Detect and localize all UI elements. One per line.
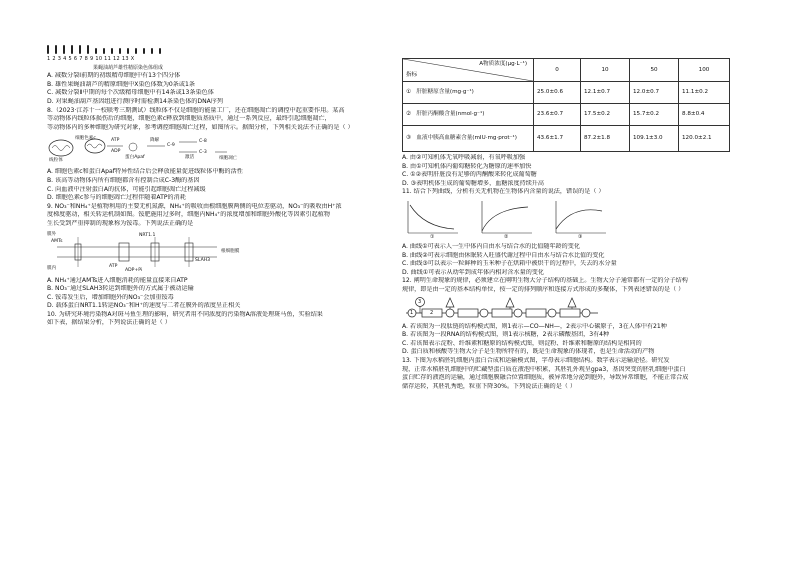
option-b: B. NO₃⁻通过SLAH3转运到细胞外的方式属于被动运输	[47, 285, 194, 293]
row-label: 血液中胰高血糖素含量(mIU·mg·prot⁻¹)	[416, 135, 517, 141]
table-header-cell: 0	[534, 59, 581, 82]
question-9-line: 度梯度驱动，相关转运机制如图。铵肥施用过多时，细胞内NH₄⁺的浓度增加和细胞外酸化等因素引起植物	[47, 211, 330, 219]
corner-bottom-label: 指标	[406, 72, 418, 78]
table-cell: 25.0±0.6	[534, 82, 581, 104]
cristae-shape	[52, 146, 70, 151]
triangle-shape	[446, 298, 454, 307]
transport-figure	[47, 231, 267, 275]
question-12-options	[402, 323, 750, 357]
option-d: D. 细胞色素c参与的细胞凋亡过程伴随着ATP的消耗	[47, 194, 186, 202]
option-a: A. 细胞色素c和蛋白Apaf特异性结合后会释放能量促进线粒体中酶的活性	[47, 168, 243, 176]
table-cell: 109.1±3.0	[630, 126, 679, 152]
chromosome	[159, 48, 161, 54]
question-13-line: 储存运转，其胚乳秀绝，粒重下降30%。下列说法正确的是（ ）	[402, 382, 576, 390]
cristae-shape	[87, 144, 102, 148]
triangle-shape	[506, 298, 514, 307]
question-8-options	[47, 168, 387, 202]
option-a: A. 由②可知机体无氧呼吸减弱，有氧呼吸加强	[402, 154, 526, 161]
question-10-line: 如下表，据结果分析，下列说法正确的是（ ）	[47, 319, 171, 327]
graph-2	[482, 201, 532, 233]
polymer-figure	[402, 297, 602, 321]
apoptosis-label: 细胞凋亡	[219, 156, 238, 162]
option-b: B. 曲线②可表示细胞由休眠转入旺盛代谢过程中自由水与结合水比值的变化	[402, 251, 605, 259]
question-10	[47, 311, 387, 328]
row-label: 肝脏糖原含量(mg·g⁻¹)	[416, 89, 474, 95]
c8-label: C-8	[199, 139, 207, 145]
data-table	[402, 58, 730, 152]
curve-graphs	[402, 199, 612, 241]
left-column	[47, 40, 387, 328]
row-number: ①	[406, 89, 412, 95]
karyotype-figure	[47, 40, 387, 54]
table-header-cell: 100	[679, 59, 730, 82]
table-row-label	[403, 82, 534, 104]
triangle-shape	[568, 298, 576, 307]
question-13-line: 蛋白贮存的液泡的运输，通过细胞膜融合位置细胞质，被异常地分泌到胞外，导致异常细胞，不能正常合成	[402, 374, 689, 382]
mito-label: 线粒体	[49, 158, 63, 164]
question-13	[402, 357, 750, 391]
question-11-options	[402, 243, 750, 277]
atp-label: ATP	[109, 263, 118, 269]
membrane-label: 根细胞膜	[221, 248, 240, 254]
apaf-label: 蛋白Apaf	[125, 155, 145, 161]
chromosome	[127, 48, 129, 54]
atp-label: ATP	[111, 138, 120, 144]
option-a: A. 曲线①可表示人一生中体内自由水与结合水的比值随年龄的变化	[402, 242, 580, 250]
option-d: D. 蛋白质和核酸等生物大分子是生物所特有的，既是生命现象的体现者，也是生命活动的产物	[402, 348, 655, 356]
outside-label: 膜外	[47, 231, 57, 237]
table-cell: 11.1±0.2	[679, 82, 730, 104]
option-b: B. 若该图为一段RNA的结构模式图，则1表示核糖，2表示磷酸基团，3有4种	[402, 331, 610, 339]
table-cell: 15.7±0.2	[630, 104, 679, 126]
option-b: B. 雄性果蝇油葫芦的精原细胞中X染色体数为0条或1条	[47, 80, 195, 88]
graph-2-label: ②	[504, 233, 509, 240]
chromosome	[87, 45, 89, 54]
chromosome	[47, 45, 49, 54]
karyotype-caption: 果蝇油葫芦雄性精原染色体组成	[93, 64, 164, 71]
amts-label: AMTs	[51, 238, 63, 244]
c3-label: C-3	[199, 150, 207, 156]
chromosome	[103, 48, 105, 54]
question-10-line: 10. 为研究环境污染物A对斑马鱼生理的影响，研究者用不同浓度的污染物A溶液处理斑马鱼，实验结果	[47, 310, 323, 318]
unit-2-label: 2	[430, 309, 434, 316]
mitochondrion-shape	[49, 140, 73, 156]
corner-top-label: A物质浓度(μg·L⁻¹)	[479, 61, 527, 67]
table-cell: 17.5±0.2	[581, 104, 630, 126]
deg-label: 降解	[150, 138, 160, 144]
table-row	[403, 126, 730, 152]
option-d: D. 对果蝇油葫芦基因组进行测序时需检测14条染色体的DNA序列	[47, 97, 223, 105]
pump-shape	[119, 243, 129, 261]
option-d: D. 载体蛋白NRT1.1转运NO₃⁻和H⁺的速度与二者在膜外的浓度呈正相关	[47, 302, 241, 310]
right-column	[402, 58, 750, 391]
option-c: C. 曲线③可以表示一粒鲜种的玉米种子在烘箱中被烘干的过程中，失去的水分量	[402, 260, 617, 268]
question-9	[47, 203, 387, 229]
chromosome	[143, 48, 145, 54]
chromosome	[95, 48, 97, 54]
chromosome	[71, 45, 73, 54]
option-b: B. 该高等动物体内所有细胞都含有控制合成C-3酶的基因	[47, 176, 200, 184]
chromosome	[111, 48, 113, 54]
karyotype-numbers: 1 2 3 4 5 6 7 8 9 10 11 12 13 X	[47, 56, 135, 62]
graph-1-label: ①	[430, 233, 435, 240]
question-8-line: 等动物体内线粒体损伤后的细胞，细胞色素c释放到细胞质基质中，通过一系列反应，最终引起细胞凋亡，	[47, 115, 331, 123]
row-number: ②	[406, 111, 412, 117]
unit-1-label: 1	[410, 309, 414, 316]
option-c: C. 若该图表示淀粉、纤维素和糖原的结构模式图，则淀粉、纤维素和糖原的结构是相同的	[402, 339, 642, 347]
question-11-line: 11. 结合下列曲线，分析有关无机物在生物体内含量的说法，错误的是（ ）	[402, 188, 605, 196]
table-header-row	[403, 59, 730, 82]
table-cell: 43.6±1.7	[534, 126, 581, 152]
graph-1	[408, 201, 458, 233]
table-row	[403, 104, 730, 126]
cytc-label: 细胞色素c	[75, 136, 96, 142]
option-d: D. ③表明机体生成的葡萄糖增多，血糖浓度持续升高	[402, 179, 544, 187]
option-d: D. 曲线①可表示从幼年到成年体内相对含水量的变化	[402, 268, 544, 276]
table-corner-cell	[403, 59, 534, 82]
chromosome	[135, 48, 137, 54]
adp-label: ADP	[111, 149, 121, 155]
option-a: A. NH₄⁺通过AMTs进入细胞消耗的能量直接来自ATP	[47, 276, 188, 284]
table-row-label	[403, 126, 534, 152]
question-8-line: 等动物体内的多种细胞为研究对象，参考调控细胞凋亡过程，如图所示。据图分析，下列相关说法不正确的是（ ）	[47, 123, 354, 131]
option-c: C. 铵毒发生后，增加细胞外的NO₃⁻会加重铵毒	[47, 293, 174, 301]
option-c: C. ①②表明肝脏没有足够的丙酮酸来转化成葡萄糖	[402, 171, 537, 179]
curve-3	[556, 210, 602, 229]
table-header-cell: 10	[581, 59, 630, 82]
graph-3	[556, 201, 606, 233]
question-12	[402, 277, 750, 294]
apoptosis-figure	[47, 134, 247, 166]
option-a: A. 若该图为一段肽链的结构模式图，则1表示—CO—NH—，2表示中心碳原子，3在人体中有21种	[402, 322, 667, 330]
slah3-label: SLAH3	[195, 257, 211, 263]
question-12-line: 规律，即是由一定的基本结构单位，按一定的排列顺序和连接方式形成的多聚体，下列表述错误的是（ ）	[402, 285, 685, 293]
question-2-options	[47, 72, 387, 106]
option-b: B. 由①可知机体内葡萄糖转化为糖原的速率加快	[402, 162, 532, 170]
graph-3-label: ③	[578, 233, 583, 240]
curve-2	[482, 207, 528, 231]
chromosome	[63, 45, 65, 54]
table-cell: 120.0±2.1	[679, 126, 730, 152]
adp-label: ADP+Pi	[125, 267, 143, 273]
table-row	[403, 82, 730, 104]
table-cell: 87.2±1.8	[581, 126, 630, 152]
option-c: C. 减数分裂Ⅱ中期的每个次级精母细胞中有14条或13条染色体	[47, 89, 214, 97]
table-cell: 23.6±0.7	[534, 104, 581, 126]
unit-3-label: 3	[418, 298, 422, 305]
chromosome	[79, 45, 81, 54]
question-8	[47, 107, 387, 133]
table-header-cell: 50	[630, 59, 679, 82]
inside-label: 膜内	[47, 265, 57, 271]
question-9-options	[47, 277, 387, 311]
chromosome	[119, 48, 121, 54]
question-9-line: 生长受到严重抑制的现象称为铵毒。下列说法正确的是	[47, 219, 194, 227]
table-cell: 12.0±0.7	[630, 82, 679, 104]
question-8-line: 8.（2023·江苏十一校联考三期测试）线粒体不仅是细胞的能量工厂，还在细胞凋亡的调控中起重要作用。某高	[47, 106, 345, 114]
protein-shape	[129, 143, 137, 151]
table-row-label	[403, 104, 534, 126]
chromosome	[151, 48, 153, 54]
option-c: C. 向血液中注射蛋白A的抗体，可能引起细胞凋亡过程减缓	[47, 185, 206, 193]
question-13-line: 13. 下图为水稻胚乳细胞内蛋白合成和运输模式图，字母表示细胞结构。数字表示运输途径。研究发	[402, 356, 670, 364]
chromosome	[55, 45, 57, 54]
row-label: 肝脏丙酮酸含量(nmol·g⁻¹)	[416, 111, 485, 117]
table-cell: 8.8±0.4	[679, 104, 730, 126]
c9-label: C-9	[167, 143, 175, 149]
curve-1	[410, 205, 454, 229]
question-10-options	[402, 154, 750, 188]
question-12-line: 12. 阐明生命现象的规律，必须建立在阐明生物大分子结构的基础上。生物大分子通常都有一定的分子结构	[402, 277, 688, 285]
table-cell: 12.1±0.7	[581, 82, 630, 104]
nrt-label: NRT1.1	[139, 232, 156, 238]
option-a: A. 减数分裂Ⅰ前期的初级精母细胞中有13个四分体	[47, 72, 181, 80]
row-number: ③	[406, 135, 412, 141]
question-13-line: 现，正常水稻胚乳细胞中的贮藏型蛋白质在液泡中积累，其胚乳外观呈gpa3，基因突变的胚乳细胞中蛋白	[402, 365, 686, 373]
question-9-line: 9. NO₃⁻和NH₄⁺是植物利用的主要无机氮源，NH₄⁺的吸收由根细胞膜两侧的电位差驱动，NO₃⁻的吸收由H⁺浓	[47, 202, 342, 210]
act-label: 激活	[185, 155, 195, 161]
